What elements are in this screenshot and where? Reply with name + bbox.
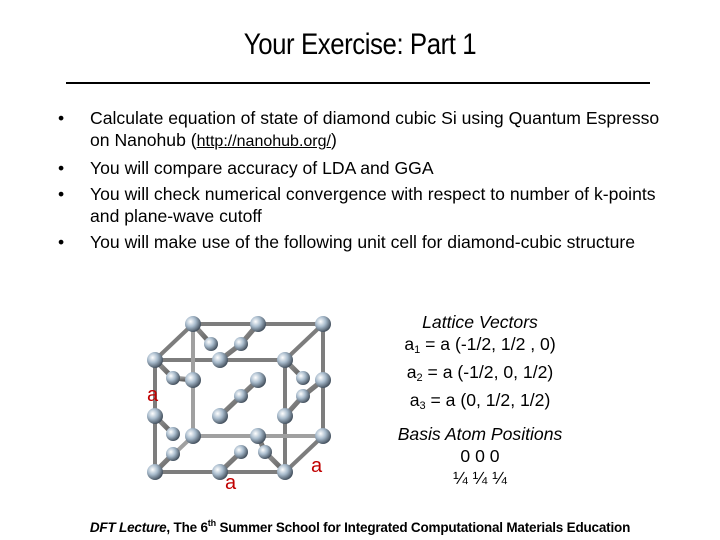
lattice-vector-a2: $a_2 = a$ (-1/2, 0, 1/2) [406,362,554,384]
bullet-item [58,183,668,227]
bullet-text: You will check numerical convergence with respect to number of k-points and plane-wave cutoff [90,184,656,226]
nanohub-link[interactable]: http://nanohub.org/ [196,133,331,150]
bullet-list [58,107,668,257]
basis-position-1: 0 0 0 [460,446,500,466]
lattice-heading: Lattice Vectors [422,312,538,332]
diamond-cubic-cell-image [133,300,369,500]
bullet-text: You will make use of the following unit cell for diamond-cubic structure [90,232,636,252]
cube-label-left: a [147,384,159,406]
bullet-dot: • [58,108,65,128]
basis-position-2: ¼ ¼ ¼ [453,468,507,488]
bullet-text-after: ) [330,130,337,150]
bullet-dot: • [58,184,65,204]
cube-label-right: a [311,455,323,477]
bullet-text: You will compare accuracy of LDA and GGA [90,158,434,178]
bullet-item [58,231,668,253]
slide-footer [0,518,720,535]
bullet-dot: • [58,158,65,178]
bullet-dot: • [58,232,65,252]
slide-title: Your Exercise: Part 1 [243,28,477,61]
bullet-item [58,157,668,179]
bullet-text: Calculate equation of state of diamond cubic Si using Quantum Espresso on Nanohub ( [90,108,660,150]
basis-heading: Basis Atom Positions [397,424,563,444]
basis-positions-block [380,423,580,489]
lattice-vectors-block [380,311,580,417]
footer-mid: , The 6 [166,520,208,535]
cube-label-bottom: a [225,472,237,494]
lattice-vector-a3: $a_3 = a$ (0, 1/2, 1/2) [409,390,551,412]
footer-rest: Summer School for Integrated Computational Materials Education [215,520,631,535]
bullet-item [58,107,668,153]
lattice-vector-a1: $a_1 = a$ (-1/2, 1/2 , 0) [404,334,556,356]
title-underline [66,82,650,84]
footer-italic: DFT Lecture [89,520,167,535]
footer-sup: th [207,518,216,528]
